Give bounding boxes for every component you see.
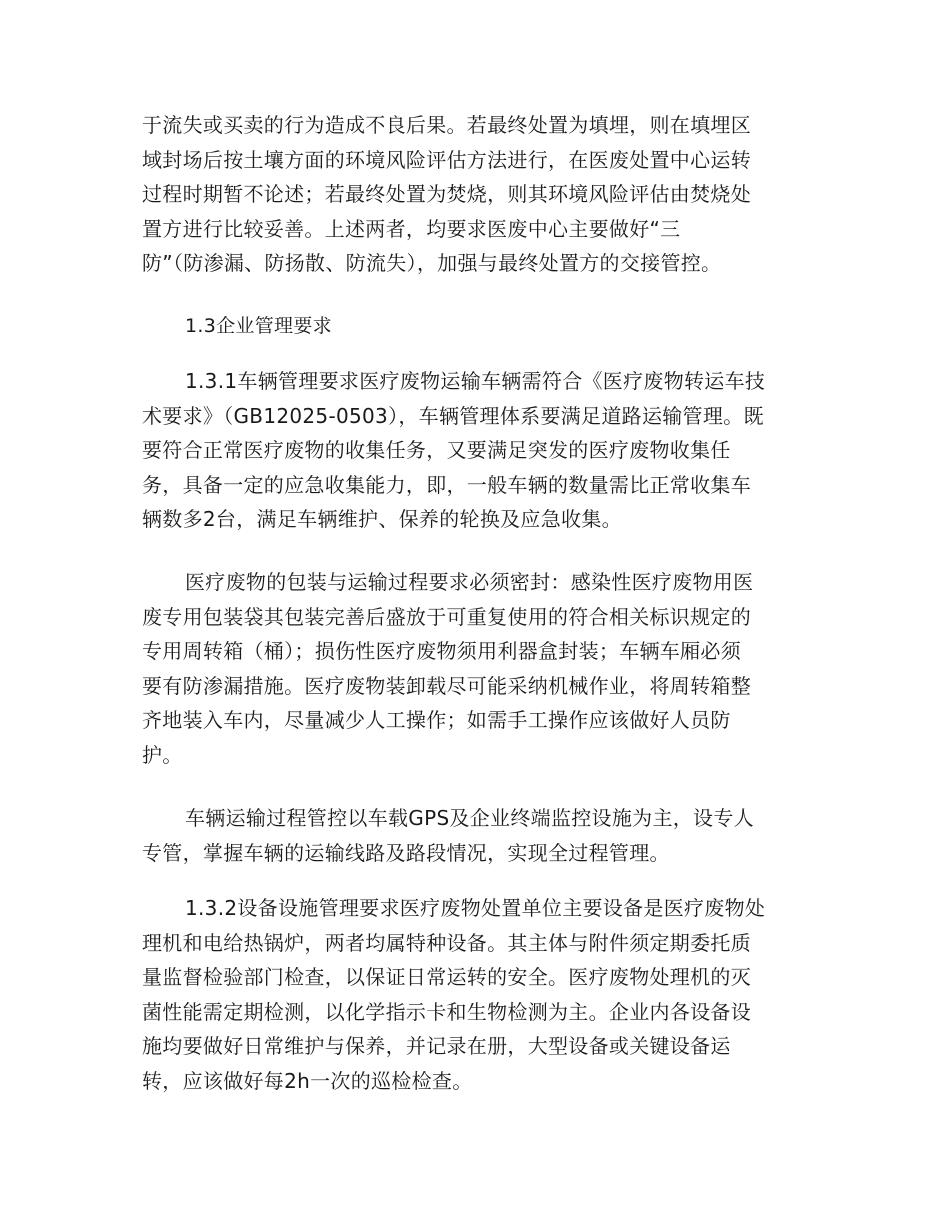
text-line: 齐地装入车内，尽量减少人工操作；如需手工操作应该做好人员防 [142, 708, 731, 732]
text-line: 转，应该做好每2h一次的巡检检查。 [142, 1068, 473, 1093]
text-line: 要符合正常医疗废物的收集任务，又要满足突发的医疗废物收集任 [142, 438, 731, 462]
text-line: 量监督检验部门检查，以保证日常运转的安全。医疗废物处理机的灭 [142, 965, 751, 989]
text-line: 1.3.1车辆管理要求医疗废物运输车辆需符合《医疗废物转运车技 [185, 369, 766, 393]
text-line: 1.3.2设备设施管理要求医疗废物处置单位主要设备是医疗废物处 [185, 896, 766, 920]
paragraph-equipment-management [142, 891, 822, 1098]
text-line: 务，具备一定的应急收集能力，即，一般车辆的数量需比正常收集车 [142, 472, 751, 497]
text-line: 专用周转箱（桶）；损伤性医疗废物须用利器盒封装；车辆车厢必须 [142, 639, 741, 663]
heading-text: 1.3企业管理要求 [185, 315, 332, 337]
text-line: 施均要做好日常维护与保养，并记录在册，大型设备或关键设备运 [142, 1034, 731, 1058]
text-line: 防”（防渗漏、防扬散、防流失），加强与最终处置方的交接管控。 [142, 251, 722, 275]
text-line: 过程时期暂不论述；若最终处置为焚烧，则其环境风险评估由焚烧处 [142, 182, 751, 206]
text-line: 医疗废物的包装与运输过程要求必须密封：感染性医疗废物用医 [185, 570, 754, 594]
text-line: 专管，掌握车辆的运输线路及路段情况，实现全过程管理。 [142, 840, 670, 865]
text-line: 车辆运输过程管控以车载GPS及企业终端监控设施为主，设专人 [185, 806, 754, 830]
paragraph-packing-transport [142, 565, 822, 772]
text-line: 置方进行比较妥善。上述两者，均要求医废中心主要做好“三 [142, 216, 681, 241]
text-line: 于流失或买卖的行为造成不良后果。若最终处置为填埋，则在填埋区 [142, 113, 751, 137]
text-line: 护。 [142, 742, 183, 767]
text-line: 术要求》（GB12025-0503），车辆管理体系要满足道路运输管理。既 [142, 403, 764, 428]
paragraph-vehicle-management [142, 364, 822, 537]
text-line: 菌性能需定期检测，以化学指示卡和生物检测为主。企业内各设备设 [142, 999, 751, 1024]
text-line: 要有防渗漏措施。医疗废物装卸载尽可能采纳机械作业，将周转箱整 [142, 673, 751, 698]
text-line: 废专用包装袋其包装完善后盛放于可重复使用的符合相关标识规定的 [142, 604, 751, 629]
text-line: 辆数多2台，满足车辆维护、保养的轮换及应急收集。 [142, 507, 622, 531]
paragraph-gps-monitoring [142, 801, 822, 870]
text-line: 理机和电给热锅炉，两者均属特种设备。其主体与附件须定期委托质 [142, 930, 751, 955]
text-line: 域封场后按土壤方面的环境风险评估方法进行，在医废处置中心运转 [142, 147, 751, 172]
section-heading-1-3 [142, 309, 822, 344]
paragraph-waste-disposal [142, 108, 822, 281]
